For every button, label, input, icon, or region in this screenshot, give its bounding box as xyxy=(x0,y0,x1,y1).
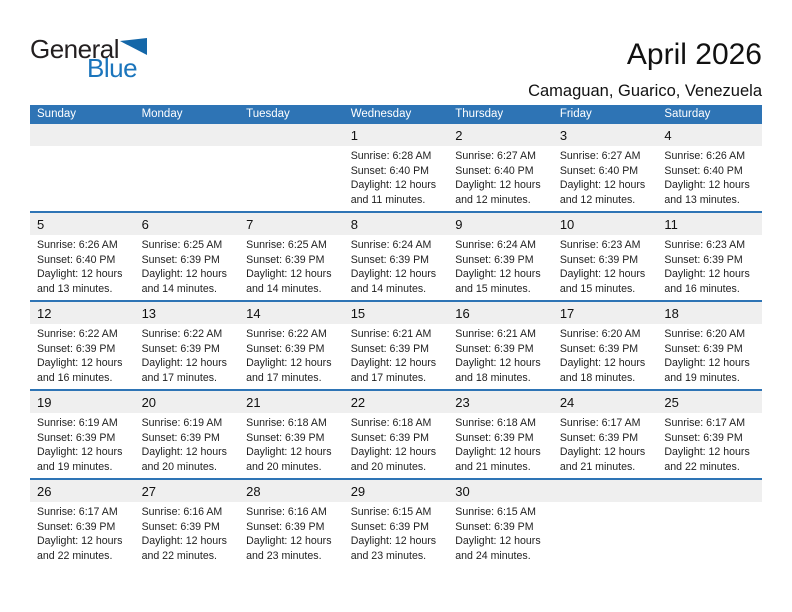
daylight-duration-line1: Daylight: 12 hours xyxy=(559,268,646,281)
sunrise-time: Sunrise: 6:18 AM xyxy=(455,417,536,429)
sunrise-time: Sunrise: 6:16 AM xyxy=(141,506,223,518)
daylight-duration-line2: and 19 minutes. xyxy=(37,460,113,473)
sunrise-time: Sunrise: 6:26 AM xyxy=(664,150,746,162)
day-number-23: 23 xyxy=(455,395,470,410)
day-number-2: 2 xyxy=(455,128,463,143)
daylight-duration-line1: Daylight: 12 hours xyxy=(141,535,227,548)
daylight-duration-line1: Daylight: 12 hours xyxy=(141,446,227,459)
sunrise-time: Sunrise: 6:17 AM xyxy=(664,417,746,429)
sunrise-time: Sunrise: 6:20 AM xyxy=(664,328,746,340)
week-row-3 xyxy=(30,300,762,389)
day-cell-empty xyxy=(135,146,240,211)
sunset-time: Sunset: 6:39 PM xyxy=(455,253,534,266)
day-details-row xyxy=(30,235,762,300)
daylight-duration-line1: Daylight: 12 hours xyxy=(350,268,437,281)
sunset-time: Sunset: 6:40 PM xyxy=(455,164,534,177)
day-cell-11 xyxy=(657,235,762,300)
daylight-duration-line2: and 24 minutes. xyxy=(455,549,531,562)
daylight-duration-line2: and 22 minutes. xyxy=(37,549,113,562)
daylight-duration-line1: Daylight: 12 hours xyxy=(350,357,437,370)
day-cell-27 xyxy=(135,502,240,567)
daylight-duration-line1: Daylight: 12 hours xyxy=(246,357,332,370)
day-number-17: 17 xyxy=(559,306,575,321)
daylight-duration-line2: and 21 minutes. xyxy=(455,460,531,473)
day-number-11: 11 xyxy=(664,217,678,232)
daylight-duration-line1: Daylight: 12 hours xyxy=(350,446,437,459)
logo-text-blue: Blue xyxy=(87,53,138,83)
day-number-27: 27 xyxy=(141,484,157,499)
sunset-time: Sunset: 6:39 PM xyxy=(246,520,325,533)
daylight-duration-line2: and 21 minutes. xyxy=(559,460,636,473)
sunrise-time: Sunrise: 6:18 AM xyxy=(246,417,327,429)
day-cell-7 xyxy=(239,235,344,300)
sunset-time: Sunset: 6:40 PM xyxy=(350,164,430,177)
sunset-time: Sunset: 6:39 PM xyxy=(141,431,220,444)
sunset-time: Sunset: 6:39 PM xyxy=(246,342,325,355)
daylight-duration-line1: Daylight: 12 hours xyxy=(141,268,227,281)
sunrise-time: Sunrise: 6:28 AM xyxy=(350,150,432,162)
sunset-time: Sunset: 6:40 PM xyxy=(559,164,639,177)
daylight-duration-line1: Daylight: 12 hours xyxy=(664,446,750,459)
day-number-empty xyxy=(135,124,240,146)
day-cell-19 xyxy=(30,413,135,478)
day-cell-13 xyxy=(135,324,240,389)
daylight-duration-line1: Daylight: 12 hours xyxy=(37,446,123,459)
sunrise-time: Sunrise: 6:16 AM xyxy=(246,506,327,518)
sunset-time: Sunset: 6:39 PM xyxy=(37,342,116,355)
day-cell-25 xyxy=(657,413,762,478)
day-number-20: 20 xyxy=(141,395,157,410)
sunset-time: Sunset: 6:39 PM xyxy=(664,253,743,266)
day-number-14: 14 xyxy=(246,306,261,321)
day-number-22: 22 xyxy=(350,395,366,410)
day-cell-23 xyxy=(448,413,553,478)
title-block xyxy=(528,38,762,101)
daylight-duration-line2: and 16 minutes. xyxy=(664,282,740,295)
sunrise-time: Sunrise: 6:25 AM xyxy=(141,239,223,251)
day-details-row xyxy=(30,502,762,567)
day-number-30: 30 xyxy=(455,484,470,499)
sunset-time: Sunset: 6:39 PM xyxy=(455,520,534,533)
day-number-29: 29 xyxy=(350,484,366,499)
month-title: April 2026 xyxy=(626,38,762,71)
sunrise-time: Sunrise: 6:24 AM xyxy=(350,239,432,251)
sunset-time: Sunset: 6:39 PM xyxy=(559,253,639,266)
sunrise-time: Sunrise: 6:17 AM xyxy=(559,417,641,429)
day-number-21: 21 xyxy=(246,395,261,410)
day-number-band xyxy=(30,302,762,324)
location-subtitle: Camaguan, Guarico, Venezuela xyxy=(528,82,762,100)
day-cell-4 xyxy=(657,146,762,211)
sunset-time: Sunset: 6:39 PM xyxy=(455,342,534,355)
daylight-duration-line2: and 14 minutes. xyxy=(141,282,217,295)
sunset-time: Sunset: 6:40 PM xyxy=(664,164,743,177)
daylight-duration-line2: and 17 minutes. xyxy=(141,371,217,384)
daylight-duration-line1: Daylight: 12 hours xyxy=(37,357,123,370)
day-number-1: 1 xyxy=(350,128,358,143)
sunset-time: Sunset: 6:39 PM xyxy=(350,520,430,533)
daylight-duration-line1: Daylight: 12 hours xyxy=(455,179,541,192)
sunrise-time: Sunrise: 6:18 AM xyxy=(350,417,432,429)
daylight-duration-line2: and 20 minutes. xyxy=(350,460,427,473)
sunset-time: Sunset: 6:39 PM xyxy=(246,431,325,444)
daylight-duration-line1: Daylight: 12 hours xyxy=(559,446,646,459)
day-cell-12 xyxy=(30,324,135,389)
week-row-1 xyxy=(30,124,762,211)
daylight-duration-line2: and 22 minutes. xyxy=(664,460,740,473)
day-cell-empty xyxy=(553,502,658,567)
sunrise-time: Sunrise: 6:25 AM xyxy=(246,239,327,251)
day-number-18: 18 xyxy=(664,306,679,321)
weekday-label-wednesday: Wednesday xyxy=(350,108,412,120)
day-number-band xyxy=(30,124,762,146)
daylight-duration-line1: Daylight: 12 hours xyxy=(141,357,227,370)
daylight-duration-line2: and 22 minutes. xyxy=(141,549,217,562)
general-blue-logo xyxy=(30,36,147,81)
sunset-time: Sunset: 6:39 PM xyxy=(664,431,743,444)
day-number-13: 13 xyxy=(141,306,157,321)
day-cell-22 xyxy=(344,413,449,478)
sunset-time: Sunset: 6:40 PM xyxy=(37,253,116,266)
day-number-10: 10 xyxy=(559,217,575,232)
calendar-body xyxy=(30,124,762,567)
sunrise-time: Sunrise: 6:15 AM xyxy=(350,506,432,518)
day-number-5: 5 xyxy=(37,217,45,232)
day-cell-15 xyxy=(344,324,449,389)
day-cell-26 xyxy=(30,502,135,567)
day-number-empty xyxy=(30,124,135,146)
daylight-duration-line1: Daylight: 12 hours xyxy=(664,268,750,281)
sunset-time: Sunset: 6:39 PM xyxy=(141,342,220,355)
day-number-band xyxy=(30,213,762,235)
day-number-band xyxy=(30,391,762,413)
sunrise-time: Sunrise: 6:21 AM xyxy=(350,328,432,340)
day-cell-30 xyxy=(448,502,553,567)
day-cell-1 xyxy=(344,146,449,211)
daylight-duration-line2: and 20 minutes. xyxy=(246,460,322,473)
day-number-24: 24 xyxy=(559,395,575,410)
day-number-7: 7 xyxy=(246,217,254,232)
day-cell-16 xyxy=(448,324,553,389)
daylight-duration-line1: Daylight: 12 hours xyxy=(455,446,541,459)
sunset-time: Sunset: 6:39 PM xyxy=(350,431,430,444)
sunrise-time: Sunrise: 6:27 AM xyxy=(455,150,536,162)
day-cell-8 xyxy=(344,235,449,300)
daylight-duration-line1: Daylight: 12 hours xyxy=(559,357,646,370)
sunrise-time: Sunrise: 6:22 AM xyxy=(37,328,118,340)
day-number-empty xyxy=(553,480,658,502)
daylight-duration-line1: Daylight: 12 hours xyxy=(246,446,332,459)
sunset-time: Sunset: 6:39 PM xyxy=(350,253,430,266)
day-number-8: 8 xyxy=(350,217,358,232)
weekday-label-thursday: Thursday xyxy=(455,108,504,120)
daylight-duration-line2: and 16 minutes. xyxy=(37,371,113,384)
sunrise-time: Sunrise: 6:19 AM xyxy=(141,417,223,429)
day-cell-2 xyxy=(448,146,553,211)
daylight-duration-line2: and 11 minutes. xyxy=(350,193,426,206)
daylight-duration-line2: and 19 minutes. xyxy=(664,371,740,384)
daylight-duration-line1: Daylight: 12 hours xyxy=(37,268,123,281)
sunrise-time: Sunrise: 6:17 AM xyxy=(37,506,118,518)
daylight-duration-line2: and 17 minutes. xyxy=(246,371,322,384)
day-cell-5 xyxy=(30,235,135,300)
daylight-duration-line2: and 20 minutes. xyxy=(141,460,217,473)
day-number-3: 3 xyxy=(559,128,568,143)
day-cell-28 xyxy=(239,502,344,567)
daylight-duration-line2: and 15 minutes. xyxy=(455,282,531,295)
sunrise-time: Sunrise: 6:19 AM xyxy=(37,417,118,429)
weekday-label-tuesday: Tuesday xyxy=(246,108,290,120)
day-cell-29 xyxy=(344,502,449,567)
daylight-duration-line2: and 18 minutes. xyxy=(559,371,636,384)
day-details-row xyxy=(30,413,762,478)
day-number-12: 12 xyxy=(37,306,52,321)
weekday-label-monday: Monday xyxy=(141,108,183,120)
day-cell-20 xyxy=(135,413,240,478)
sunset-time: Sunset: 6:39 PM xyxy=(37,431,116,444)
daylight-duration-line2: and 15 minutes. xyxy=(559,282,636,295)
day-cell-empty xyxy=(239,146,344,211)
day-cell-3 xyxy=(553,146,658,211)
day-details-row xyxy=(30,146,762,211)
week-row-2 xyxy=(30,211,762,300)
day-cell-10 xyxy=(553,235,658,300)
day-number-empty xyxy=(657,480,762,502)
sunset-time: Sunset: 6:39 PM xyxy=(559,342,639,355)
sunrise-time: Sunrise: 6:23 AM xyxy=(559,239,641,251)
sunset-time: Sunset: 6:39 PM xyxy=(559,431,639,444)
day-cell-21 xyxy=(239,413,344,478)
daylight-duration-line2: and 13 minutes. xyxy=(664,193,740,206)
daylight-duration-line2: and 17 minutes. xyxy=(350,371,427,384)
daylight-duration-line2: and 12 minutes. xyxy=(559,193,636,206)
day-cell-14 xyxy=(239,324,344,389)
daylight-duration-line1: Daylight: 12 hours xyxy=(664,357,750,370)
sunrise-time: Sunrise: 6:15 AM xyxy=(455,506,536,518)
day-number-19: 19 xyxy=(37,395,52,410)
day-number-6: 6 xyxy=(141,217,149,232)
daylight-duration-line2: and 23 minutes. xyxy=(246,549,322,562)
daylight-duration-line1: Daylight: 12 hours xyxy=(559,179,646,192)
day-number-16: 16 xyxy=(455,306,470,321)
day-number-26: 26 xyxy=(37,484,52,499)
sunset-time: Sunset: 6:39 PM xyxy=(455,431,534,444)
daylight-duration-line2: and 14 minutes. xyxy=(350,282,427,295)
daylight-duration-line1: Daylight: 12 hours xyxy=(246,268,332,281)
day-number-band xyxy=(30,480,762,502)
sunset-time: Sunset: 6:39 PM xyxy=(141,520,220,533)
sunrise-time: Sunrise: 6:20 AM xyxy=(559,328,641,340)
sunset-time: Sunset: 6:39 PM xyxy=(141,253,220,266)
day-details-row xyxy=(30,324,762,389)
day-cell-6 xyxy=(135,235,240,300)
day-cell-empty xyxy=(30,146,135,211)
daylight-duration-line1: Daylight: 12 hours xyxy=(455,357,541,370)
daylight-duration-line1: Daylight: 12 hours xyxy=(246,535,332,548)
daylight-duration-line2: and 14 minutes. xyxy=(246,282,322,295)
daylight-duration-line1: Daylight: 12 hours xyxy=(37,535,123,548)
day-number-4: 4 xyxy=(664,128,672,143)
daylight-duration-line1: Daylight: 12 hours xyxy=(664,179,750,192)
daylight-duration-line2: and 12 minutes. xyxy=(455,193,531,206)
day-number-25: 25 xyxy=(664,395,679,410)
sunset-time: Sunset: 6:39 PM xyxy=(37,520,116,533)
day-number-15: 15 xyxy=(350,306,366,321)
daylight-duration-line2: and 18 minutes. xyxy=(455,371,531,384)
daylight-duration-line2: and 13 minutes. xyxy=(37,282,113,295)
sunset-time: Sunset: 6:39 PM xyxy=(246,253,325,266)
sunset-time: Sunset: 6:39 PM xyxy=(350,342,430,355)
sunrise-time: Sunrise: 6:23 AM xyxy=(664,239,746,251)
calendar xyxy=(30,105,762,567)
weekday-header-row xyxy=(30,105,762,124)
day-number-9: 9 xyxy=(455,217,463,232)
sunrise-time: Sunrise: 6:21 AM xyxy=(455,328,536,340)
day-cell-9 xyxy=(448,235,553,300)
daylight-duration-line1: Daylight: 12 hours xyxy=(350,179,437,192)
daylight-duration-line1: Daylight: 12 hours xyxy=(455,535,541,548)
sunset-time: Sunset: 6:39 PM xyxy=(664,342,743,355)
daylight-duration-line1: Daylight: 12 hours xyxy=(350,535,437,548)
sunrise-time: Sunrise: 6:27 AM xyxy=(559,150,641,162)
week-row-4 xyxy=(30,389,762,478)
day-number-empty xyxy=(239,124,344,146)
weekday-label-saturday: Saturday xyxy=(664,108,711,120)
sunrise-time: Sunrise: 6:22 AM xyxy=(141,328,223,340)
sunrise-time: Sunrise: 6:24 AM xyxy=(455,239,536,251)
logo-text-general: General xyxy=(30,34,119,64)
sunrise-time: Sunrise: 6:26 AM xyxy=(37,239,118,251)
day-cell-17 xyxy=(553,324,658,389)
week-row-5 xyxy=(30,478,762,567)
daylight-duration-line1: Daylight: 12 hours xyxy=(455,268,541,281)
sunrise-time: Sunrise: 6:22 AM xyxy=(246,328,327,340)
day-number-28: 28 xyxy=(246,484,261,499)
day-cell-empty xyxy=(657,502,762,567)
daylight-duration-line2: and 23 minutes. xyxy=(350,549,427,562)
weekday-label-sunday: Sunday xyxy=(37,108,77,120)
day-cell-24 xyxy=(553,413,658,478)
weekday-label-friday: Friday xyxy=(559,108,592,120)
day-cell-18 xyxy=(657,324,762,389)
